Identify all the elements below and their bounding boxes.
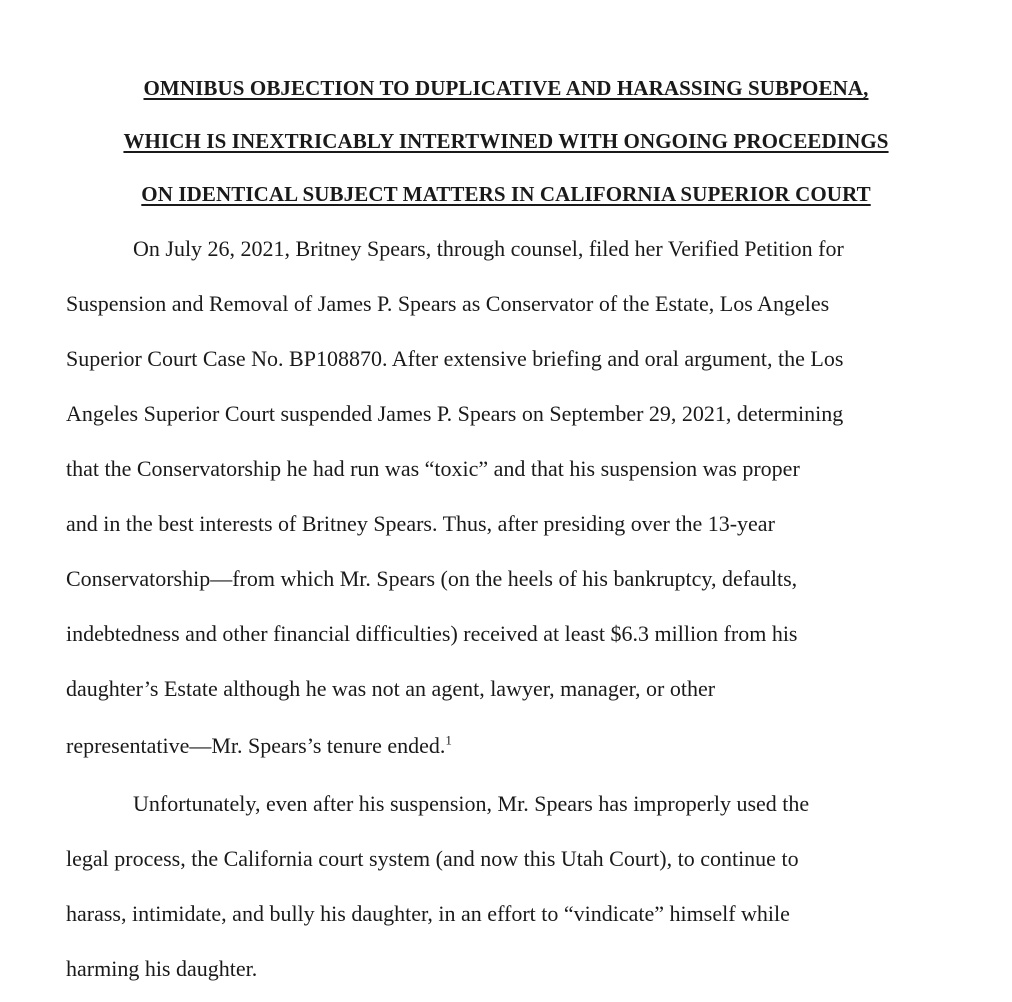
heading-line-3: ON IDENTICAL SUBJECT MATTERS IN CALIFORNIA SUPERIOR COURT [141,182,871,206]
paragraph-2-line-2: legal process, the California court system (and now this Utah Court), to continue to [66,846,799,871]
paragraph-2-line-1: Unfortunately, even after his suspension, Mr. Spears has improperly used the [133,791,810,816]
paragraph-1-line-9: daughter’s Estate although he was not an agent, lawyer, manager, or other [66,676,716,701]
paragraph-1-line-7: Conservatorship—from which Mr. Spears (on the heels of his bankruptcy, defaults, [66,566,798,591]
paragraph-2-line-3: harass, intimidate, and bully his daughter, in an effort to “vindicate” himself while [66,901,790,926]
paragraph-1-line-10 [66,733,452,759]
heading-line-1: OMNIBUS OBJECTION TO DUPLICATIVE AND HARASSING SUBPOENA, [143,76,869,100]
paragraph-1-line-5: that the Conservatorship he had run was “toxic” and that his suspension was proper [66,456,800,481]
paragraph-1-line-3: Superior Court Case No. BP108870. After extensive briefing and oral argument, the Los [66,346,844,371]
paragraph-1-line-8: indebtedness and other financial difficulties) received at least $6.3 million from his [66,621,798,646]
paragraph-2-line-4: harming his daughter. [66,956,258,981]
paragraph-1-line-2: Suspension and Removal of James P. Spears as Conservator of the Estate, Los Angeles [66,291,830,316]
paragraph-1-line-6: and in the best interests of Britney Spears. Thus, after presiding over the 13-year [66,511,775,536]
paragraph-1-line-10-text: representative—Mr. Spears’s tenure ended. [66,733,446,758]
heading-line-2: WHICH IS INEXTRICABLY INTERTWINED WITH ONGOING PROCEEDINGS [123,129,889,153]
paragraph-1-line-4: Angeles Superior Court suspended James P. Spears on September 29, 2021, determining [66,401,844,426]
footnote-marker[interactable]: 1 [445,732,452,748]
paragraph-1-line-1: On July 26, 2021, Britney Spears, through counsel, filed her Verified Petition for [133,236,844,261]
